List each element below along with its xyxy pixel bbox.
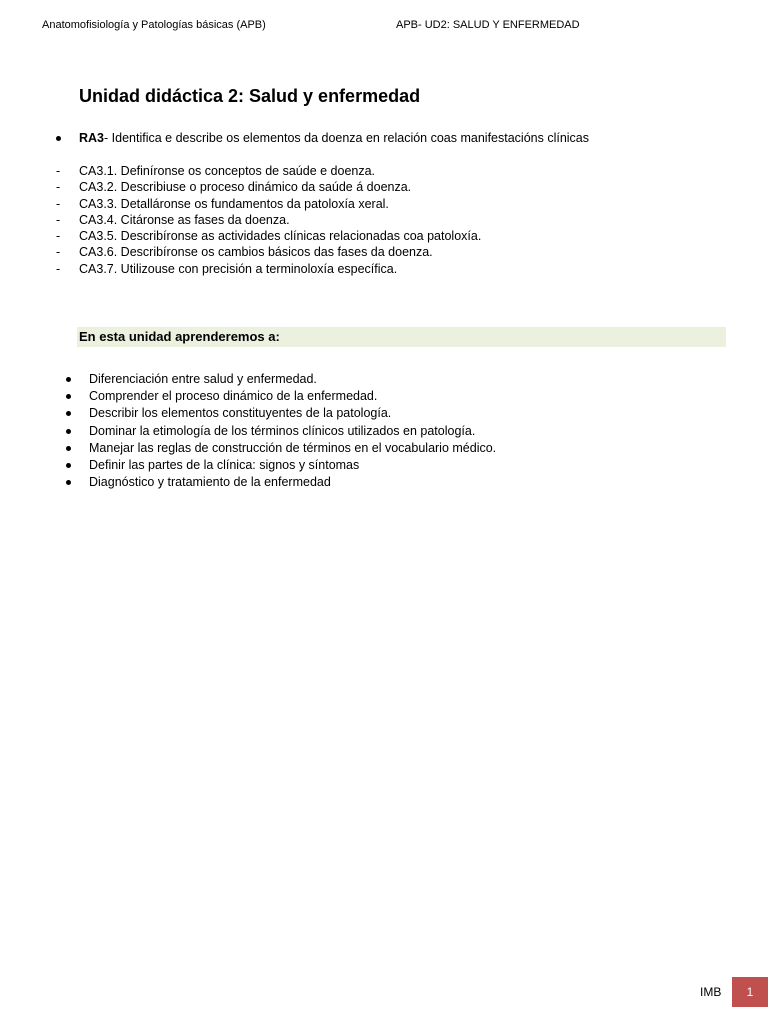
bullet-icon — [66, 411, 71, 416]
criteria-item — [56, 228, 481, 244]
header-left: Anatomofisiología y Patologías básicas (APB) — [42, 19, 266, 31]
learning-item — [66, 405, 496, 422]
bullet-icon — [66, 446, 71, 451]
criteria-text: CA3.1. Definíronse os conceptos de saúde e doenza. — [79, 164, 376, 178]
ra-text: - Identifica e describe os elementos da doenza en relación coas manifestacións clínicas — [104, 131, 590, 145]
learning-item — [66, 457, 496, 474]
criteria-item — [56, 179, 481, 195]
ra-item — [56, 131, 589, 145]
section-title: En esta unidad aprenderemos a: — [79, 329, 280, 344]
bullet-icon — [66, 429, 71, 434]
criteria-text: CA3.7. Utilizouse con precisión a terminoloxía específica. — [79, 261, 398, 276]
criteria-item — [56, 196, 481, 212]
learning-text: Manejar las reglas de construcción de términos en el vocabulario médico. — [89, 440, 497, 455]
bullet-icon — [66, 463, 71, 468]
learning-item — [66, 388, 496, 405]
dash-marker: - — [56, 229, 61, 244]
criteria-text: CA3.3. Detalláronse os fundamentos da patoloxía xeral. — [79, 196, 389, 211]
criteria-text: CA3.4. Citáronse as fases da doenza. — [79, 212, 290, 227]
dash-marker: - — [56, 164, 61, 178]
criteria-text: CA3.2. Describiuse o proceso dinámico da saúde á doenza. — [79, 180, 412, 195]
criteria-text: CA3.6. Describíronse os cambios básicos das fases da doenza. — [79, 245, 433, 260]
learning-list — [66, 371, 496, 491]
criteria-text: CA3.5. Describíronse as actividades clínicas relacionadas coa patoloxía. — [79, 229, 482, 244]
bullet-icon — [66, 394, 71, 399]
dash-marker: - — [56, 245, 61, 260]
footer-label: IMB — [700, 985, 722, 999]
criteria-item — [56, 261, 481, 277]
learning-text: Definir las partes de la clínica: signos y síntomas — [89, 457, 360, 472]
dash-marker: - — [56, 261, 61, 276]
learning-text: Comprender el proceso dinámico de la enfermedad. — [89, 389, 378, 404]
criteria-list — [56, 163, 481, 277]
header-right: APB- UD2: SALUD Y ENFERMEDAD — [396, 19, 580, 31]
learning-item — [66, 371, 496, 388]
ra-code: RA3 — [79, 131, 105, 145]
bullet-icon — [56, 136, 61, 141]
bullet-icon — [66, 480, 71, 485]
learning-item — [66, 474, 496, 491]
bullet-icon — [66, 377, 71, 382]
page-title: Unidad didáctica 2: Salud y enfermedad — [79, 86, 421, 106]
learning-item — [66, 423, 496, 440]
dash-marker: - — [56, 180, 61, 195]
criteria-item — [56, 212, 481, 228]
dash-marker: - — [56, 196, 61, 211]
dash-marker: - — [56, 212, 61, 227]
learning-item — [66, 440, 496, 457]
page-number: 1 — [732, 977, 768, 1007]
criteria-item — [56, 163, 481, 179]
learning-text: Dominar la etimología de los términos clínicos utilizados en patología. — [89, 423, 476, 438]
learning-text: Diferenciación entre salud y enfermedad. — [89, 372, 317, 386]
learning-text: Describir los elementos constituyentes de la patología. — [89, 406, 392, 421]
learning-text: Diagnóstico y tratamiento de la enfermedad — [89, 475, 331, 490]
criteria-item — [56, 244, 481, 260]
